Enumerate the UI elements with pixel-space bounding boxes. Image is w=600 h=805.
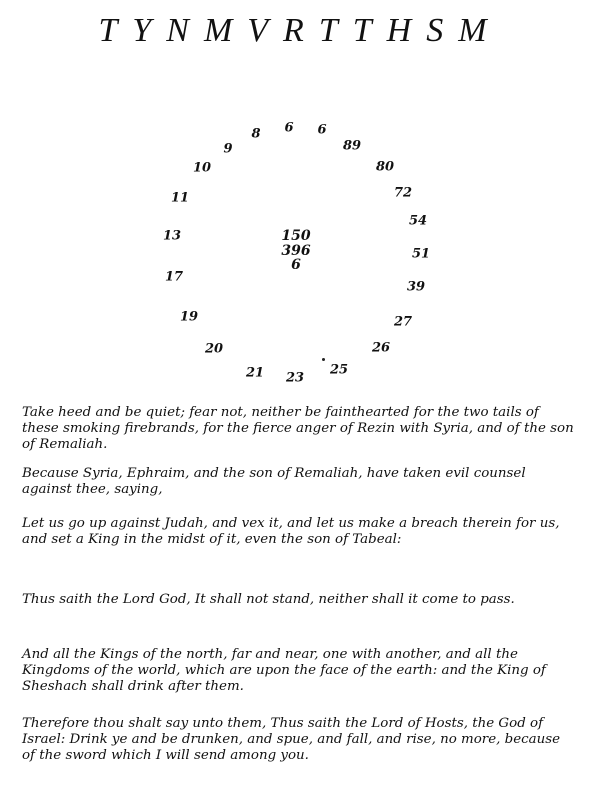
wheel-number: 27 bbox=[393, 314, 413, 330]
center-number: 6 bbox=[291, 257, 301, 273]
wheel-number: 54 bbox=[408, 213, 428, 229]
center-number: 150 bbox=[281, 228, 311, 244]
wheel-number: 13 bbox=[162, 228, 182, 244]
ink-dot bbox=[322, 358, 325, 361]
center-number: 396 bbox=[281, 243, 311, 259]
verse-paragraph: And all the Kings of the north, far and near, one with another, and all the Kingdoms of the world, which are upon the face of the earth: and the King of Sheshach shall drink after them. bbox=[22, 647, 546, 694]
wheel-number: 9 bbox=[223, 141, 233, 157]
wheel-number: 89 bbox=[342, 138, 362, 154]
wheel-number: 39 bbox=[406, 279, 426, 295]
wheel-number: 19 bbox=[179, 309, 199, 325]
verse-paragraph: Therefore thou shalt say unto them, Thus saith the Lord of Hosts, the God of Israel: Drink ye and be drunken, and spue, and fall, and rise, no more, because of the sword which I will send among you. bbox=[22, 716, 561, 763]
wheel-number: 6 bbox=[284, 120, 294, 136]
wheel-number: 17 bbox=[164, 269, 184, 285]
wheel-number: 21 bbox=[245, 365, 265, 381]
wheel-number: 11 bbox=[170, 190, 190, 206]
wheel-number: 20 bbox=[204, 341, 224, 357]
wheel-number: 72 bbox=[393, 185, 413, 201]
wheel-number: 23 bbox=[285, 370, 305, 386]
wheel-number: 25 bbox=[329, 362, 349, 378]
verse-paragraph: Thus saith the Lord God, It shall not stand, neither shall it come to pass. bbox=[22, 592, 515, 607]
wheel-number: 80 bbox=[375, 159, 395, 175]
wheel-number: 10 bbox=[192, 160, 212, 176]
verse-paragraph: Because Syria, Ephraim, and the son of Remaliah, have taken evil counsel against thee, saying, bbox=[22, 466, 526, 497]
wheel-number: 8 bbox=[251, 126, 261, 142]
wheel-number: 51 bbox=[411, 246, 431, 262]
wheel-number: 26 bbox=[371, 340, 391, 356]
verse-paragraph: Let us go up against Judah, and vex it, and let us make a breach therein for us, and set a King in the midst of it, even the son of Tabeal: bbox=[22, 516, 560, 547]
verse-paragraph: Take heed and be quiet; fear not, neither be fainthearted for the two tails of these smoking firebrands, for the fierce anger of Rezin with Syria, and of the son of Remaliah. bbox=[22, 405, 574, 452]
page-title: TYNMVRTTHSM bbox=[98, 12, 502, 49]
wheel-number: 6 bbox=[317, 122, 327, 138]
